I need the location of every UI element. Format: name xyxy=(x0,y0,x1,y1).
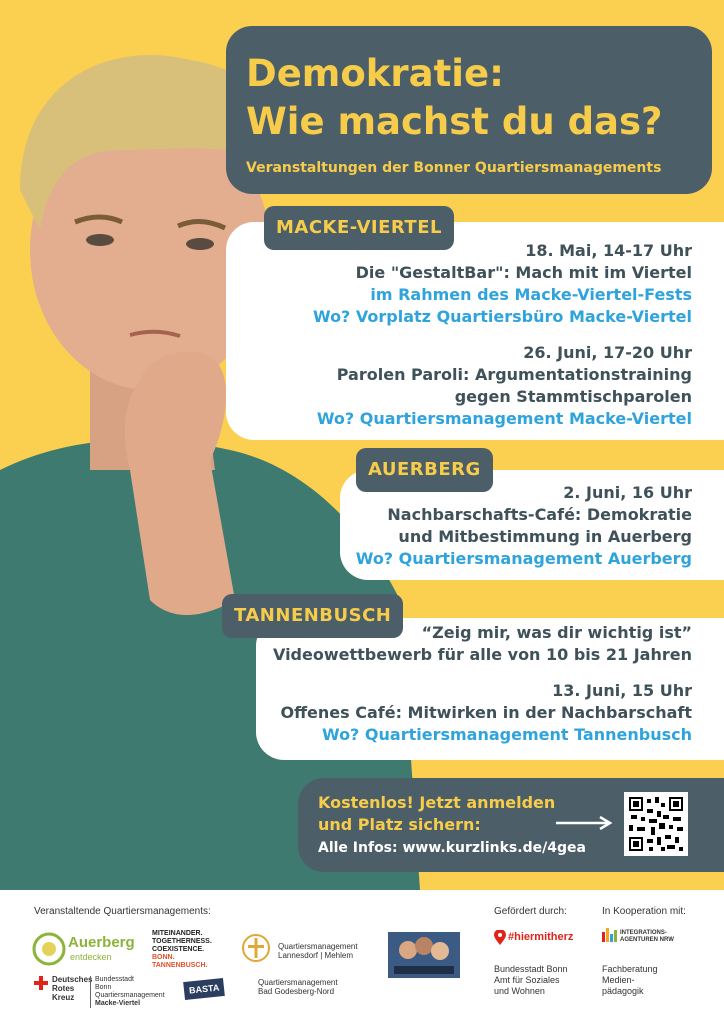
registration-panel xyxy=(298,778,724,872)
logo-text: INTEGRATIONS- xyxy=(620,930,667,936)
auerberg-emblem-icon xyxy=(32,932,66,966)
section-tag-macke-viertel: MACKE-VIERTEL xyxy=(264,206,454,250)
hands-icon xyxy=(388,932,460,978)
logo-text: Fachberatung xyxy=(602,964,658,974)
logo-text: Bad Godesberg-Nord xyxy=(258,987,335,996)
event-date: 18. Mai, 14-17 Uhr xyxy=(525,241,692,260)
integrationsagenturen-logo xyxy=(602,928,674,947)
lannesdorf-logo xyxy=(240,932,358,969)
logo-text: und Wohnen xyxy=(494,986,545,996)
event-location: Wo? Quartiersmanagement Macke-Viertel xyxy=(316,409,692,428)
arrow-right-icon xyxy=(556,816,616,830)
page-subtitle: Veranstaltungen der Bonner Quartiersmanagements xyxy=(246,160,662,176)
info-link[interactable]: Alle Infos: www.kurzlinks.de/4gea xyxy=(318,840,586,856)
logo-text: Medien- xyxy=(602,975,635,985)
logo-text: AGENTUREN NRW xyxy=(620,937,674,943)
logo-text: TANNENBUSCH. xyxy=(152,962,208,969)
logo-text: Macke-Viertel xyxy=(95,1000,141,1007)
logo-text: Rotes xyxy=(52,984,75,993)
hiermitherz-logo xyxy=(494,930,574,951)
red-cross-icon xyxy=(34,976,48,990)
logo-text: Bundesstadt xyxy=(95,976,134,983)
organizers-label: Veranstaltende Quartiersmanagements: xyxy=(34,906,211,917)
cta-line-2: und Platz sichern: xyxy=(318,815,481,834)
title-panel xyxy=(226,26,712,194)
logo-text: Quartiersmanagement xyxy=(278,942,358,951)
logo-text: TOGETHERNESS. xyxy=(152,938,212,945)
event-title: Die "GestaltBar": Mach mit im Viertel xyxy=(355,263,692,282)
page-title xyxy=(246,50,663,146)
logo-text: Amt für Soziales xyxy=(494,975,560,985)
title-line-1: Demokratie: xyxy=(246,52,504,95)
logo-text: Deutsches xyxy=(52,975,93,984)
logo-text: Bonn xyxy=(95,984,112,991)
logo-text: Quartiersmanagement xyxy=(258,978,338,987)
logo-text: COEXISTENCE. xyxy=(152,946,205,953)
cooperation-label: In Kooperation mit: xyxy=(602,906,686,917)
bonn-qm-logo xyxy=(90,976,165,1008)
event-location: Wo? Quartiersmanagement Auerberg xyxy=(355,549,692,568)
basta-logo: BASTA xyxy=(183,978,225,1000)
logo-text: BONN. xyxy=(152,954,175,961)
section-tag-auerberg: AUERBERG xyxy=(356,448,493,492)
partner-image-logo xyxy=(388,932,460,978)
cta-line-1: Kostenlos! Jetzt anmelden xyxy=(318,793,556,812)
event-date: 13. Juni, 15 Uhr xyxy=(552,681,692,700)
event-location: Wo? Quartiersmanagement Tannenbusch xyxy=(321,725,692,744)
section-tag-tannenbusch: TANNENBUSCH xyxy=(222,594,403,638)
auerberg-logo xyxy=(32,932,135,971)
tannenbusch-card xyxy=(256,618,724,760)
bars-icon xyxy=(602,928,618,942)
event-location: Wo? Vorplatz Quartiersbüro Macke-Viertel xyxy=(312,307,692,326)
funded-label: Gefördert durch: xyxy=(494,906,567,917)
logo-text: Lannesdorf | Mehlem xyxy=(278,951,354,960)
tannenbusch-logo xyxy=(152,930,212,970)
event-title: Videowettbewerb für alle von 10 bis 21 Jahren xyxy=(272,645,692,664)
cross-emblem-icon xyxy=(240,932,272,964)
logo-text: MITEINANDER. xyxy=(152,930,203,937)
qr-code-icon[interactable] xyxy=(624,792,688,856)
location-heart-icon xyxy=(494,930,506,946)
funder-text xyxy=(494,964,568,997)
title-line-2: Wie machst du das? xyxy=(246,100,663,143)
logo-text: #hiermitherz xyxy=(508,931,574,943)
logo-text: Bundesstadt Bonn xyxy=(494,964,568,974)
event-title: und Mitbestimmung in Auerberg xyxy=(398,527,692,546)
logo-text: Kreuz xyxy=(52,993,75,1002)
event-title: Parolen Paroli: Argumentationstraining xyxy=(336,365,692,384)
drk-logo xyxy=(34,975,93,1002)
event-quote: “Zeig mir, was dir wichtig ist” xyxy=(421,623,692,642)
event-context: im Rahmen des Macke-Viertel-Fests xyxy=(370,285,692,304)
event-date: 26. Juni, 17-20 Uhr xyxy=(523,343,692,362)
logo-text: Quartiersmanagement xyxy=(95,992,165,999)
auerberg-logo-name: Auerberg xyxy=(68,934,135,951)
logo-text: pädagogik xyxy=(602,986,644,996)
godesberg-logo xyxy=(258,978,338,996)
auerberg-logo-sub: entdecken xyxy=(70,952,112,962)
event-date: 2. Juni, 16 Uhr xyxy=(563,483,692,502)
macke-viertel-card xyxy=(226,222,724,440)
event-title: Offenes Café: Mitwirken in der Nachbarschaft xyxy=(280,703,692,722)
event-title: gegen Stammtischparolen xyxy=(454,387,692,406)
event-title: Nachbarschafts-Café: Demokratie xyxy=(387,505,692,524)
cooperation-text xyxy=(602,964,658,997)
